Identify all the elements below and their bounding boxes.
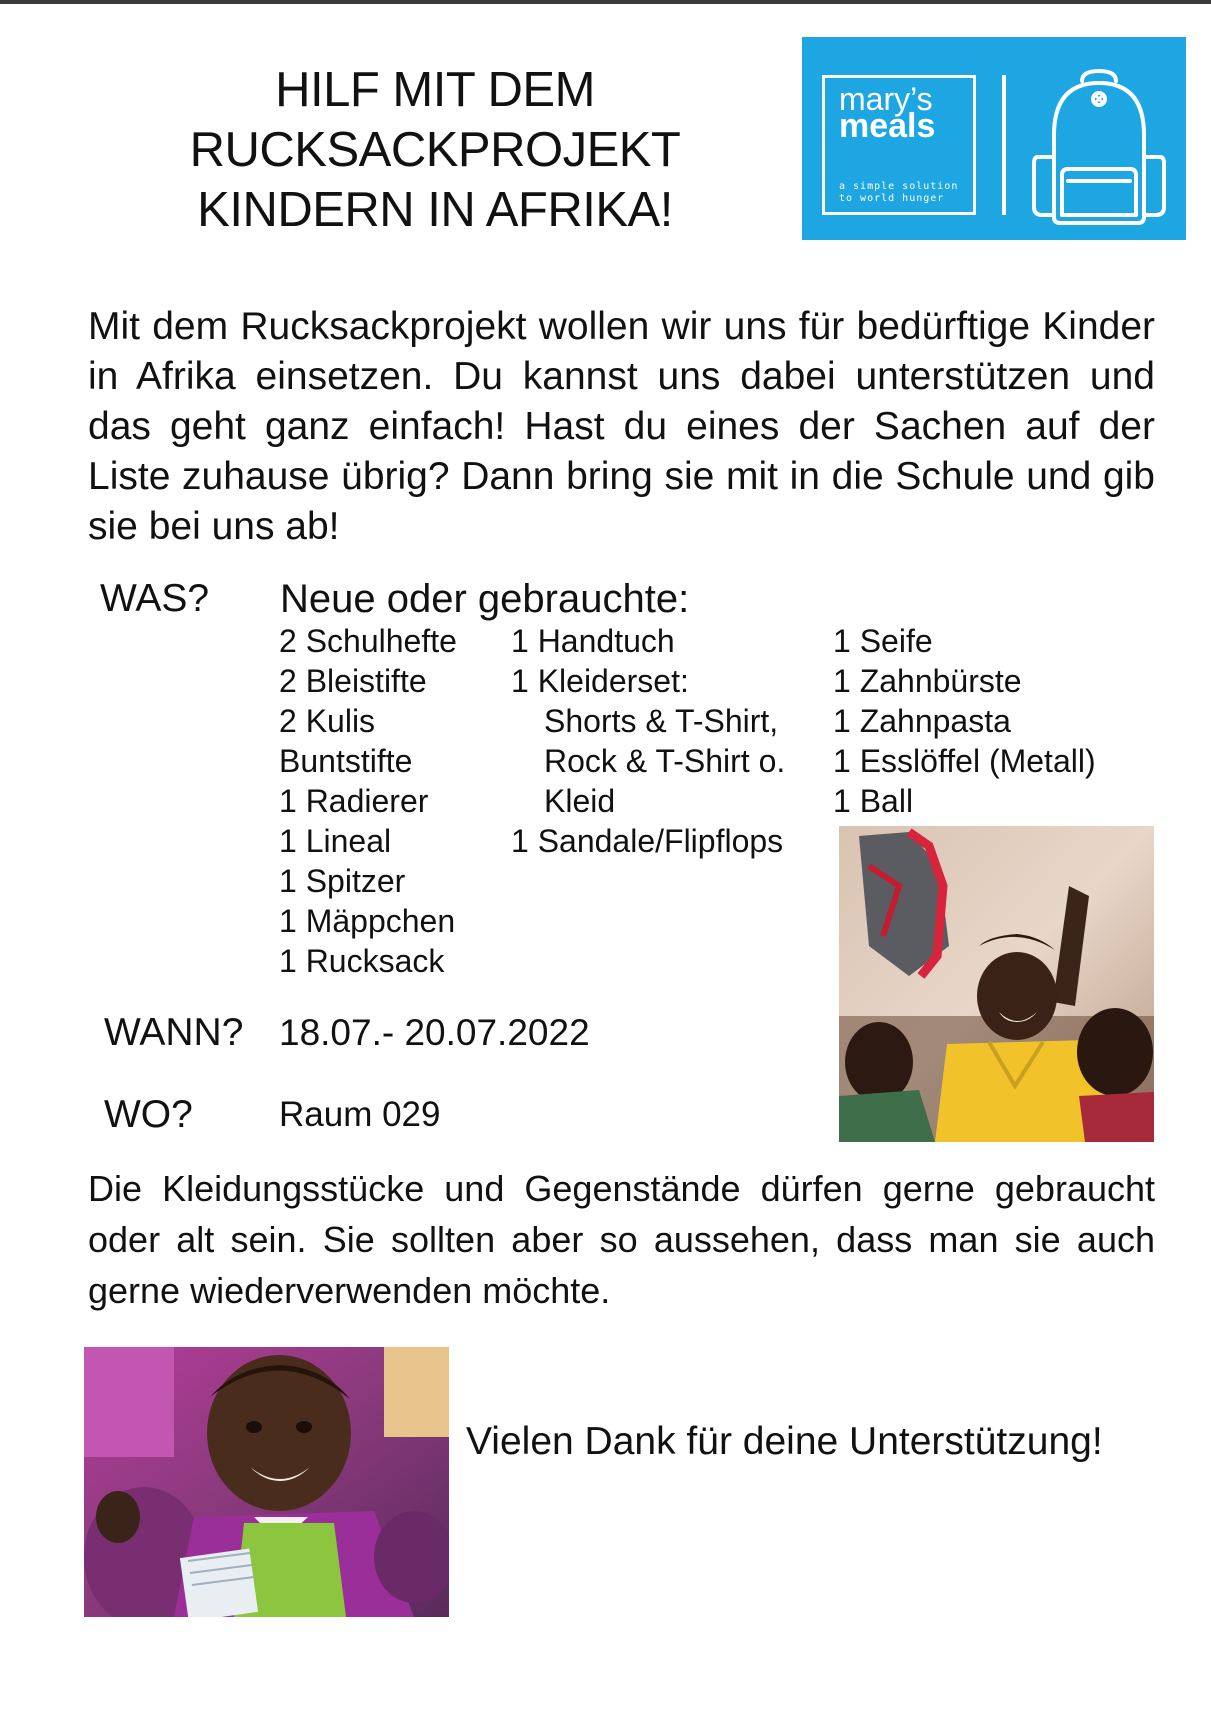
list-item: 1 Spitzer [279, 863, 406, 899]
wann-value: 18.07.- 20.07.2022 [279, 1012, 590, 1053]
top-border [0, 0, 1211, 4]
list-item-sub: Kleid [544, 783, 616, 819]
list-item: 2 Kulis [279, 703, 376, 739]
list-item: 1 Seife [833, 623, 933, 659]
list-item-sub: Shorts & T-Shirt, [544, 703, 779, 739]
logo-divider [1002, 75, 1006, 215]
list-item: 1 Rucksack [279, 943, 445, 979]
logo-tagline [839, 181, 969, 205]
list-item: 1 Zahnpasta [833, 703, 1011, 739]
logo-wordmark-line1: mary’s [839, 81, 933, 117]
list-item: 2 Bleistifte [279, 663, 427, 699]
logo-wordmark-box [822, 75, 976, 215]
items-column-3 [833, 621, 1096, 821]
list-item: 1 Kleiderset: [511, 663, 689, 699]
marys-meals-logo [802, 37, 1186, 240]
list-item: 1 Lineal [279, 823, 392, 859]
wo-value: Raum 029 [279, 1095, 441, 1134]
list-item: Buntstifte [279, 743, 413, 779]
list-item-sub: Rock & T-Shirt o. [544, 743, 786, 779]
title-line-2: RUCKSACKPROJEKT [189, 123, 681, 177]
title-line-3: KINDERN IN AFRIKA! [197, 183, 673, 237]
list-item: 1 Esslöffel (Metall) [833, 743, 1096, 779]
items-column-2 [511, 621, 785, 861]
list-item: 1 Handtuch [511, 623, 675, 659]
logo-tagline-line2: to world hunger [839, 193, 945, 204]
smiling-child-photo [84, 1347, 449, 1617]
wo-label: WO? [104, 1093, 193, 1136]
logo-wordmark-line2: meals [839, 107, 936, 145]
backpack-icon [1024, 67, 1174, 227]
list-item: 1 Mäppchen [279, 903, 456, 939]
list-item: 1 Radierer [279, 783, 429, 819]
child-cheering-photo [839, 826, 1154, 1142]
list-item: 1 Sandale/Flipflops [511, 823, 784, 859]
logo-tagline-line1: a simple solution [839, 181, 959, 192]
list-item: 1 Zahnbürste [833, 663, 1022, 699]
was-heading: Neue oder gebrauchte: [280, 577, 690, 621]
list-item: 2 Schulhefte [279, 623, 457, 659]
list-item: 1 Ball [833, 783, 914, 819]
page-title [120, 60, 750, 240]
wann-label: WANN? [104, 1011, 244, 1054]
was-label: WAS? [100, 577, 210, 620]
intro-paragraph: Mit dem Rucksackprojekt wollen wir uns für bedürftige Kinder in Afrika einsetzen. Du kannst uns dabei unterstützen und das geht ganz einfach! Hast du eines der Sachen auf der Liste zuhause übrig? Dann bring sie mit in die Schule und gib sie bei uns ab! [88, 305, 1155, 548]
outro-paragraph: Die Kleidungsstücke und Gegenstände dürfen gerne gebraucht oder alt sein. Sie sollten aber so aussehen, dass man sie auch gerne wiederverwenden möchte. [88, 1168, 1155, 1311]
items-column-1 [279, 621, 457, 981]
title-line-1: HILF MIT DEM [275, 63, 595, 117]
thank-you-text: Vielen Dank für deine Unterstützung! [466, 1420, 1103, 1463]
